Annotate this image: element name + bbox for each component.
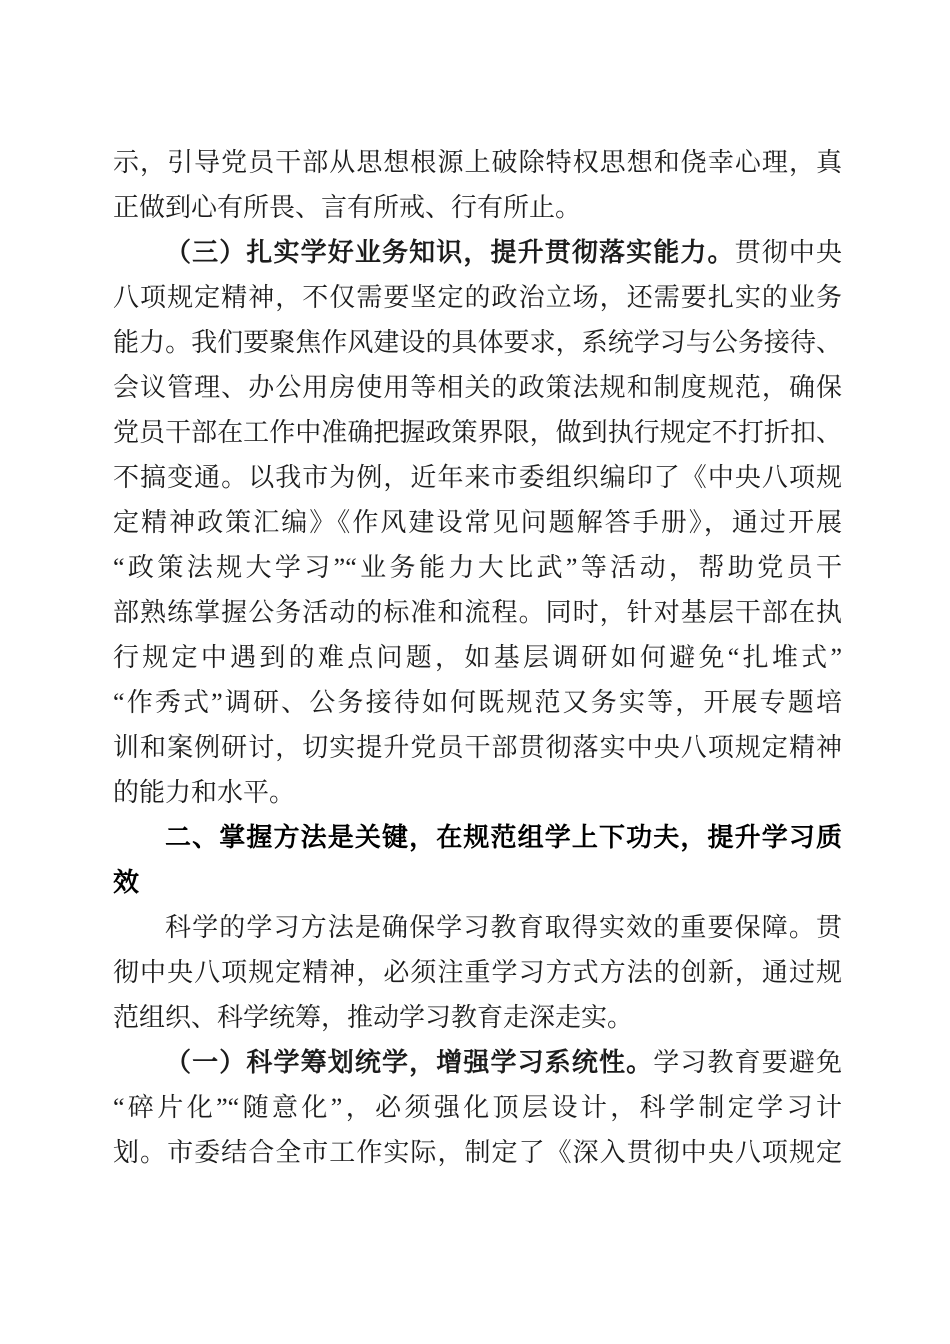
heading-line: [113, 860, 842, 905]
text-line: [113, 185, 842, 230]
text-line: [113, 1040, 842, 1085]
body-text: “作秀式”调研、公务接待如何既规范又务实等，开展专题培: [113, 688, 842, 717]
text-line: [113, 1085, 842, 1130]
text-line: [113, 950, 842, 995]
text-line: [113, 230, 842, 275]
body-text: 能力。我们要聚焦作风建设的具体要求，系统学习与公务接待、: [113, 328, 842, 357]
body-text: 划。市委结合全市工作实际，制定了《深入贯彻中央八项规定: [113, 1138, 842, 1167]
body-text: 定精神政策汇编》《作风建设常见问题解答手册》，通过开展: [113, 508, 842, 537]
body-text: “政策法规大学习”“业务能力大比武”等活动，帮助党员干: [113, 553, 842, 582]
text-line: [113, 500, 842, 545]
text-line: [113, 1130, 842, 1175]
body-text: 学习教育要避免: [653, 1048, 842, 1077]
text-line: [113, 320, 842, 365]
text-line: [113, 725, 842, 770]
bold-lead-text: 二、掌握方法是关键，在规范组学上下功夫，提升学习质: [165, 822, 842, 852]
text-line: [113, 545, 842, 590]
text-line: [113, 140, 842, 185]
text-line: [113, 275, 842, 320]
body-text: 八项规定精神，不仅需要坚定的政治立场，还需要扎实的业务: [113, 283, 842, 312]
text-line: [113, 635, 842, 680]
text-line: [113, 995, 842, 1040]
body-text: 不搞变通。以我市为例，近年来市委组织编印了《中央八项规: [113, 463, 842, 492]
text-line: [113, 770, 842, 815]
body-text: 部熟练掌握公务活动的标准和流程。同时，针对基层干部在执: [113, 598, 842, 627]
bold-lead-text: （一）科学筹划统学，增强学习系统性。: [165, 1048, 654, 1077]
body-text: 会议管理、办公用房使用等相关的政策法规和制度规范，确保: [113, 373, 842, 402]
body-text: 范组织、科学统筹，推动学习教育走深走实。: [113, 1003, 634, 1032]
text-line: [113, 410, 842, 455]
body-text: 正做到心有所畏、言有所戒、行有所止。: [113, 193, 582, 222]
body-text: 示，引导党员干部从思想根源上破除特权思想和侥幸心理，真: [113, 148, 842, 177]
text-line: [113, 365, 842, 410]
body-text: 彻中央八项规定精神，必须注重学习方式方法的创新，通过规: [113, 958, 842, 987]
body-text: 科学的学习方法是确保学习教育取得实效的重要保障。贯: [165, 913, 842, 942]
body-text: “碎片化”“随意化”，必须强化顶层设计，科学制定学习计: [113, 1093, 842, 1122]
body-text: 党员干部在工作中准确把握政策界限，做到执行规定不打折扣、: [113, 418, 842, 447]
body-text: 行规定中遇到的难点问题，如基层调研如何避免“扎堆式”: [113, 643, 842, 672]
text-line: [113, 455, 842, 500]
bold-lead-text: 效: [113, 867, 140, 897]
text-column: [113, 140, 842, 1175]
text-line: [113, 905, 842, 950]
body-text: 贯彻中央: [734, 238, 842, 267]
heading-line: [113, 815, 842, 860]
text-line: [113, 590, 842, 635]
body-text: 的能力和水平。: [113, 778, 296, 807]
body-text: 训和案例研讨，切实提升党员干部贯彻落实中央八项规定精神: [113, 733, 842, 762]
bold-lead-text: （三）扎实学好业务知识，提升贯彻落实能力。: [165, 238, 735, 267]
text-line: [113, 680, 842, 725]
